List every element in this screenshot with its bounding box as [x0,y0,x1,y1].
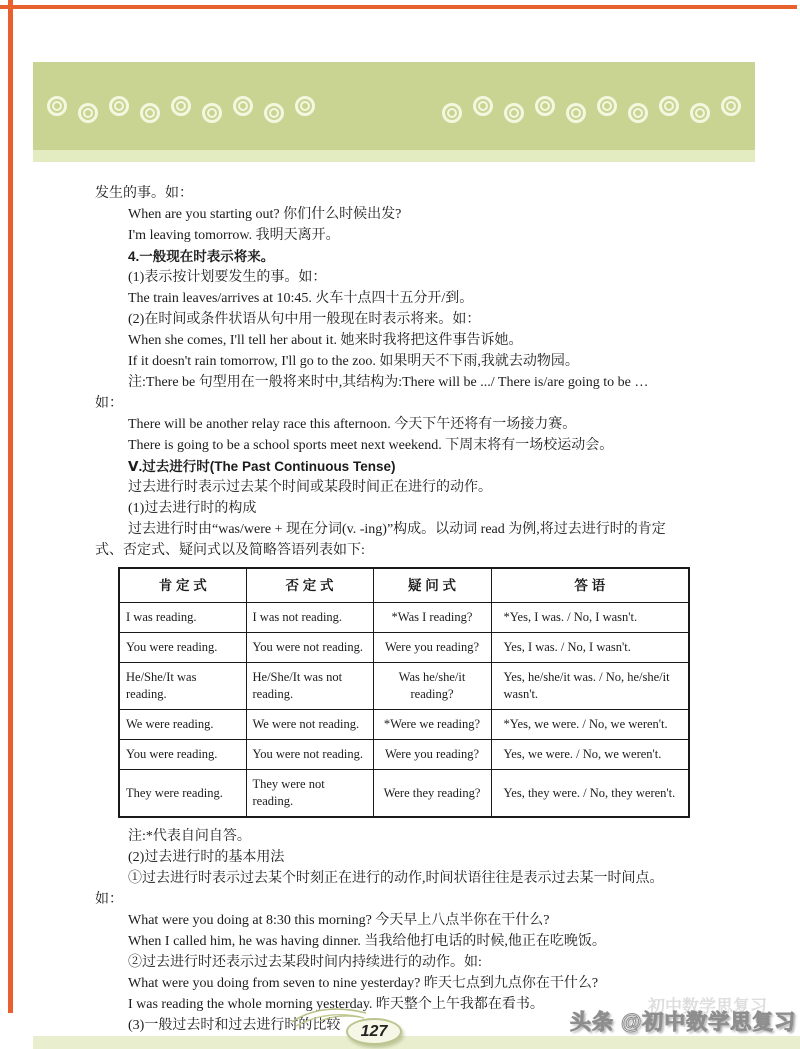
page-border-left [8,0,13,1013]
text-line: (2)在时间或条件状语从句中用一般现在时表示将来。如： [128,312,481,327]
circle-icon [597,96,617,116]
text-line: ②过去进行时还表示过去某段时间内持续进行的动作。如: [128,955,482,970]
circle-icon [442,103,462,123]
text-line: When I called him, he was having dinner. 当我给他打电话的时候,他正在吃晚饭。 [128,934,606,949]
table-cell: Yes, I was. / No, I wasn't. [491,633,689,663]
circle-inner-ring [83,108,93,118]
circle-icon [566,103,586,123]
circle-inner-ring [664,101,674,111]
watermark: 头条 @初中数学思复习 [570,1011,797,1034]
circle-inner-ring [300,101,310,111]
text-line: The train leaves/arrives at 10:45. 火车十点四十五分开/到。 [128,291,474,306]
table-cell: *Yes, I was. / No, I wasn't. [491,603,689,633]
table-row [119,603,689,633]
table-row [119,633,689,663]
circle-icon [504,103,524,123]
circle-inner-ring [478,101,488,111]
page-border-top [0,5,797,9]
circle-inner-ring [726,101,736,111]
table-cell: He/She/It was not reading. [246,663,373,710]
table-cell: We were not reading. [246,710,373,740]
text-line: 过去进行时由“was/were + 现在分词(v. -ing)”构成。以动词 read 为例,将过去进行时的肯定 [128,522,666,537]
page-number-badge [346,1018,402,1045]
text-line: 注:There be 句型用在一般将来时中,其结构为:There will be .../ There is/are going to be … [128,375,649,390]
table-row [119,740,689,770]
circle-inner-ring [540,101,550,111]
circle-inner-ring [52,101,62,111]
text-line: 4.一般现在时表示将来。 [128,249,275,264]
text-line: 注:*代表自问自答。 [128,829,251,844]
circle-icon [109,96,129,116]
circle-inner-ring [447,108,457,118]
table-cell: We were reading. [119,710,246,740]
table-cell: You were reading. [119,633,246,663]
table-cell: Were you reading? [373,633,491,663]
table-cell: *Were we reading? [373,710,491,740]
table-cell: He/She/It was reading. [119,663,246,710]
circle-inner-ring [602,101,612,111]
table-cell: You were not reading. [246,740,373,770]
watermark-echo: 初中数学思复习 [648,997,767,1016]
table-cell: You were reading. [119,740,246,770]
text-line: There is going to be a school sports meet next weekend. 下周末将有一场校运动会。 [128,438,614,453]
table-header-cell: 答 语 [491,568,689,603]
text-line: ①过去进行时表示过去某个时刻正在进行的动作,时间状语往往是表示过去某一时间点。 [128,871,664,886]
table-cell: *Was I reading? [373,603,491,633]
table-cell: Yes, they were. / No, they weren't. [491,770,689,818]
text-line: If it doesn't rain tomorrow, I'll go to the zoo. 如果明天不下雨,我就去动物园。 [128,354,579,369]
text-line: (1)过去进行时的构成 [128,501,257,516]
table-cell: They were reading. [119,770,246,818]
table-cell: *Yes, we were. / No, we weren't. [491,710,689,740]
text-line: Ⅴ.过去进行时(The Past Continuous Tense) [128,459,396,474]
circle-inner-ring [633,108,643,118]
circle-icon [264,103,284,123]
circle-icon [690,103,710,123]
circle-pattern [33,96,755,116]
table-cell: Were you reading? [373,740,491,770]
text-line: I'm leaving tomorrow. 我明天离开。 [128,228,340,243]
text-line: (3)一般过去时和过去进行时的比较 [128,1018,341,1033]
table-header-cell: 肯 定 式 [119,568,246,603]
circle-icon [473,96,493,116]
text-line: 如： [95,892,123,907]
grammar-table [118,567,690,818]
table-cell: Was he/she/it reading? [373,663,491,710]
circle-icon [140,103,160,123]
table-cell: You were not reading. [246,633,373,663]
table-header-cell: 疑 问 式 [373,568,491,603]
table-row [119,663,689,710]
table-row [119,770,689,818]
circle-inner-ring [571,108,581,118]
circle-icon [78,103,98,123]
circle-icon [628,103,648,123]
circle-icon [233,96,253,116]
after-table-lines [95,826,717,1036]
footer-bar [33,1036,800,1049]
decorative-banner [33,62,755,150]
circle-inner-ring [238,101,248,111]
text-line: When are you starting out? 你们什么时候出发? [128,207,402,222]
text-line: 式、否定式、疑问式以及简略答语列表如下: [95,543,365,558]
circle-icon [721,96,741,116]
circle-icon [659,96,679,116]
text-line: (1)表示按计划要发生的事。如： [128,270,327,285]
table-cell: Yes, we were. / No, we weren't. [491,740,689,770]
circle-inner-ring [695,108,705,118]
page-number: 127 [360,1022,388,1040]
circle-inner-ring [114,101,124,111]
circle-inner-ring [207,108,217,118]
text-line: 过去进行时表示过去某个时间或某段时间正在进行的动作。 [128,480,492,495]
text-line: What were you doing from seven to nine yesterday? 昨天七点到九点你在干什么? [128,976,599,991]
table-cell: Yes, he/she/it was. / No, he/she/it wasn't. [491,663,689,710]
text-line: When she comes, I'll tell her about it. 她来时我将把这件事告诉她。 [128,333,523,348]
body-content [95,183,717,1036]
circle-inner-ring [176,101,186,111]
circle-icon [47,96,67,116]
table-cell: I was reading. [119,603,246,633]
circle-inner-ring [509,108,519,118]
table-header-cell: 否 定 式 [246,568,373,603]
table-body [119,603,689,818]
text-line: (2)过去进行时的基本用法 [128,850,285,865]
before-table-lines [95,183,717,561]
table-row [119,710,689,740]
circle-inner-ring [269,108,279,118]
circle-icon [535,96,555,116]
table-cell: Were they reading? [373,770,491,818]
table-cell: They were not reading. [246,770,373,818]
text-line: I was reading the whole morning yesterday. 昨天整个上午我都在看书。 [128,997,544,1012]
text-line: There will be another relay race this afternoon. 今天下午还将有一场接力赛。 [128,417,577,432]
text-line: 如： [95,396,123,411]
table-cell: I was not reading. [246,603,373,633]
banner-shadow-strip [33,150,755,162]
table-header-row [119,568,689,603]
circle-group [47,96,315,116]
text-line: What were you doing at 8:30 this morning? 今天早上八点半你在干什么? [128,913,550,928]
circle-icon [202,103,222,123]
circle-icon [171,96,191,116]
text-line: 发生的事。如： [95,186,193,201]
circle-icon [295,96,315,116]
circle-group [442,96,741,116]
circle-inner-ring [145,108,155,118]
